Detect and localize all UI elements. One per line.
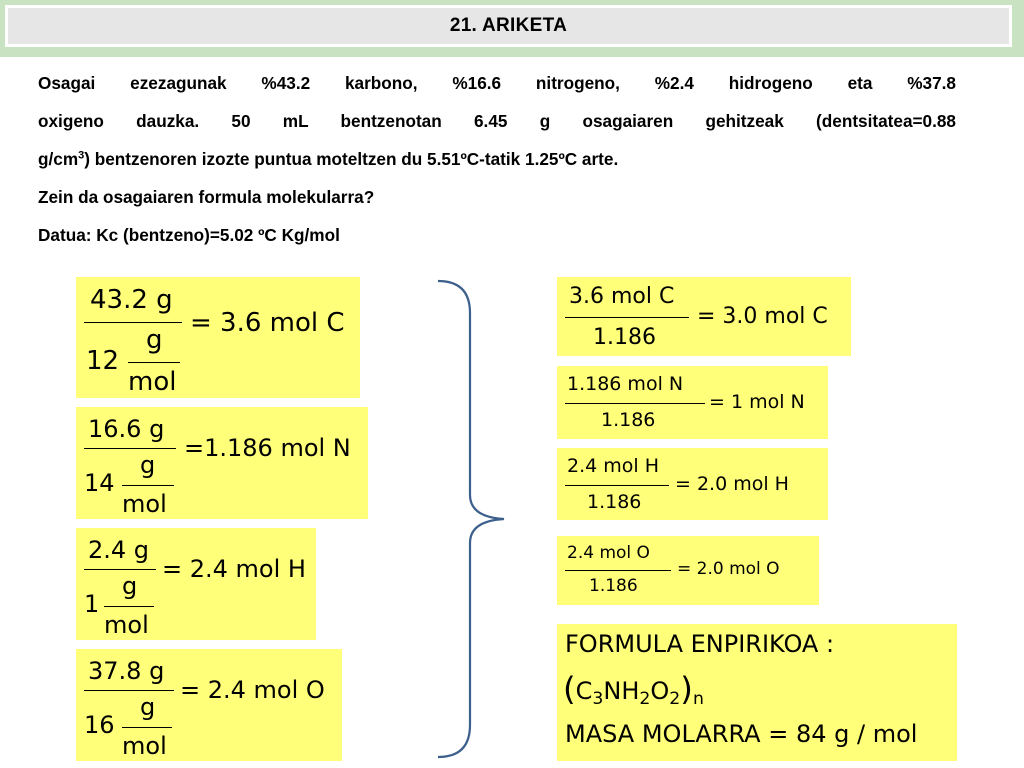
main-fraction-line xyxy=(84,448,176,449)
page-title: 21. ARIKETA xyxy=(449,15,568,36)
unit-fraction-line xyxy=(104,606,154,607)
atomic-mass: 16 xyxy=(84,711,115,739)
main-fraction-line xyxy=(84,322,182,323)
n-subscript: n xyxy=(692,688,704,709)
problem-statement xyxy=(38,64,956,254)
calc-box-carbon xyxy=(76,277,360,398)
unit-numerator: g xyxy=(146,325,163,355)
ratio-result: = 2.0 mol O xyxy=(677,559,780,579)
ratio-denominator: 1.186 xyxy=(601,409,656,431)
superscript-three: 3 xyxy=(78,149,85,162)
unit-fraction-line xyxy=(122,485,174,486)
oxygen-symbol: O xyxy=(650,677,670,705)
ratio-result: = 2.0 mol H xyxy=(675,473,789,495)
carbon-symbol: C xyxy=(575,677,593,705)
mass-value: 37.8 g xyxy=(88,657,165,685)
ratio-result: = 3.0 mol C xyxy=(697,304,828,329)
ratio-denominator: 1.186 xyxy=(589,576,638,596)
unit-numerator: g xyxy=(140,693,156,721)
question-text: Zein da osagaiaren formula molekularra? xyxy=(38,187,375,207)
calc-box-oxygen xyxy=(76,649,342,761)
ratio-numerator: 1.186 mol N xyxy=(567,373,684,395)
ratio-numerator: 2.4 mol H xyxy=(567,455,659,477)
unit-denominator: mol xyxy=(128,367,177,397)
statement-line-3: $g/cm^3$) bentzenoren izozte puntua moteltzen du 5.51ºC-tatik 1.25ºC arte. xyxy=(38,149,619,169)
ratio-fraction-line xyxy=(565,485,669,486)
empirical-formula xyxy=(563,670,704,709)
title-bar xyxy=(0,0,1024,57)
ratio-numerator: 3.6 mol C xyxy=(569,284,675,309)
mass-value: 16.6 g xyxy=(88,415,165,443)
atomic-mass: 14 xyxy=(84,469,115,497)
unit-denominator: mol xyxy=(104,611,149,639)
calc-box-nitrogen xyxy=(76,407,368,519)
ratio-result: = 1 mol N xyxy=(709,391,805,413)
statement-line-1: Osagai ezezagunak %43.2 karbono, %16.6 nitrogeno, %2.4 hidrogeno eta %37.8 xyxy=(38,73,956,93)
unit-denominator: mol xyxy=(122,490,167,518)
result-value: = 3.6 mol C xyxy=(190,308,345,338)
atomic-mass: 1 xyxy=(84,590,100,618)
nh-symbol: NH xyxy=(603,677,640,705)
unit-fraction-line xyxy=(122,727,172,728)
datum-text: Datua: Kc (bentzeno)=5.02 ºC Kg/mol xyxy=(38,225,340,245)
close-paren: ) xyxy=(680,670,693,709)
empirical-formula-heading: FORMULA ENPIRIKOA : xyxy=(565,630,835,658)
mass-value: 2.4 g xyxy=(88,536,150,564)
result-value: = 2.4 mol O xyxy=(180,676,325,704)
result-value: = 2.4 mol H xyxy=(162,555,306,583)
main-fraction-line xyxy=(84,569,156,570)
unit-fraction-line xyxy=(128,362,180,363)
ratio-box-oxygen xyxy=(557,536,819,605)
oxygen-subscript: 2 xyxy=(669,688,681,709)
ratio-denominator: 1.186 xyxy=(587,491,642,513)
carbon-subscript: 3 xyxy=(592,688,604,709)
ratio-box-hydrogen xyxy=(557,448,828,520)
title-box xyxy=(5,5,1012,47)
ratio-denominator: 1.186 xyxy=(593,325,656,350)
ratio-fraction-line xyxy=(565,403,705,404)
unit-denominator: mol xyxy=(122,732,167,760)
hydrogen-subscript: 2 xyxy=(639,688,651,709)
ratio-box-carbon xyxy=(557,277,851,356)
grouping-bracket xyxy=(436,275,516,765)
result-value: =1.186 mol N xyxy=(184,434,351,462)
unit-numerator: g xyxy=(140,451,156,479)
open-paren: ( xyxy=(563,670,576,709)
statement-line-2: oxigeno dauzka. 50 mL bentzenotan 6.45 g osagaiaren gehitzeak (dentsitatea=0.88 xyxy=(38,111,956,131)
unit-numerator: g xyxy=(122,572,138,600)
ratio-box-nitrogen xyxy=(557,366,828,439)
molar-mass: MASA MOLARRA = 84 g / mol xyxy=(565,720,918,748)
mass-value: 43.2 g xyxy=(90,285,173,315)
empirical-formula-box xyxy=(557,624,957,761)
calc-box-hydrogen xyxy=(76,528,316,640)
main-fraction-line xyxy=(84,690,174,691)
ratio-fraction-line xyxy=(565,317,689,318)
ratio-fraction-line xyxy=(565,570,671,571)
ratio-numerator: 2.4 mol O xyxy=(567,543,650,563)
atomic-mass: 12 xyxy=(86,346,120,376)
